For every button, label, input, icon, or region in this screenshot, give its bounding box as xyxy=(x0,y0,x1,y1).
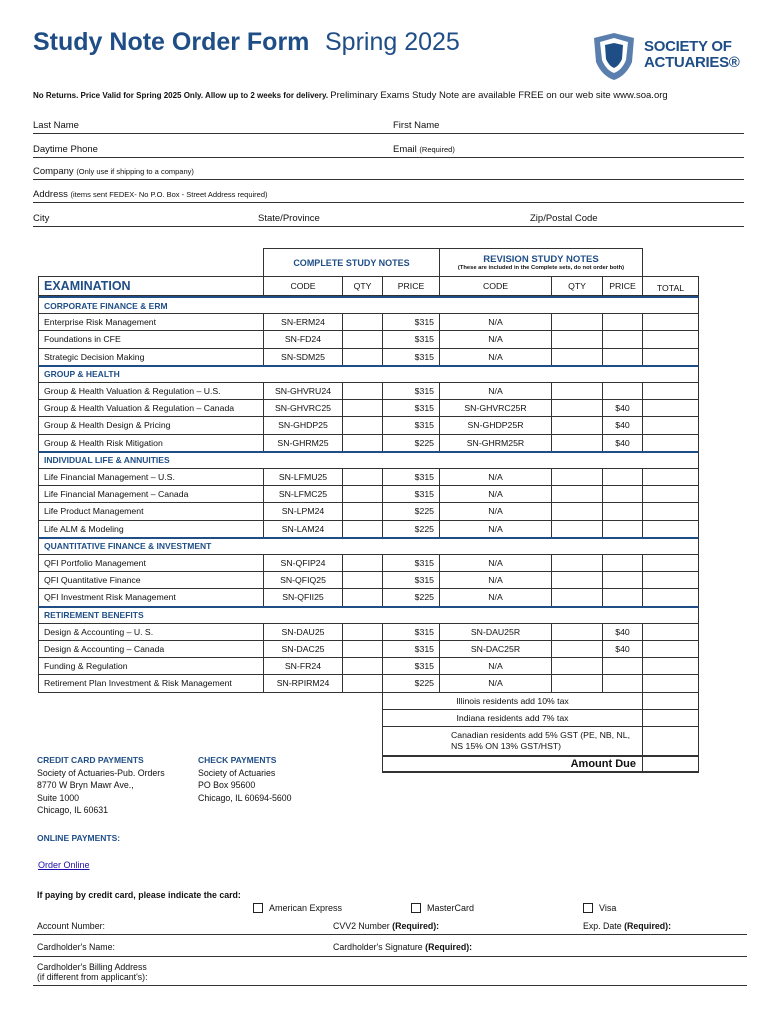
row-name-cell xyxy=(38,674,264,692)
row-code: SN-QFIQ25 xyxy=(280,575,326,586)
row-total-cell[interactable] xyxy=(642,657,699,675)
row-rprice-cell xyxy=(602,434,643,452)
row-name-cell xyxy=(38,571,264,589)
row-price: $315 xyxy=(414,351,434,362)
row-rqty-cell[interactable] xyxy=(551,330,603,348)
row-qty-cell[interactable] xyxy=(342,674,383,692)
row-qty-cell[interactable] xyxy=(342,640,383,658)
row-rcode-cell xyxy=(439,571,552,589)
row-rcode-cell xyxy=(439,623,552,641)
row-price-cell xyxy=(382,382,440,400)
row-rcode-cell xyxy=(439,657,552,675)
notice xyxy=(33,90,668,101)
row-name: Group & Health Valuation & Regulation – U.S. xyxy=(44,386,221,397)
row-code-cell xyxy=(263,520,343,538)
row-name-cell xyxy=(38,502,264,520)
row-qty-cell[interactable] xyxy=(342,399,383,417)
row-total-cell[interactable] xyxy=(642,382,699,400)
row-code-cell xyxy=(263,348,343,366)
category-row xyxy=(38,606,699,624)
row-price-cell xyxy=(382,502,440,520)
tax-canada-total[interactable] xyxy=(642,726,699,756)
row-price: $315 xyxy=(414,661,434,672)
row-price-cell xyxy=(382,313,440,331)
row-total-cell[interactable] xyxy=(642,588,699,606)
order-online-link[interactable]: Order Online xyxy=(38,860,90,870)
category-row xyxy=(38,451,699,469)
row-name-cell xyxy=(38,348,264,366)
row-rprice-cell xyxy=(602,416,643,434)
address-line[interactable] xyxy=(33,202,744,203)
row-rcode: N/A xyxy=(488,317,503,328)
col-qty: QTY xyxy=(342,276,383,296)
row-total-cell[interactable] xyxy=(642,416,699,434)
row-code-cell xyxy=(263,382,343,400)
tax-indiana-total[interactable] xyxy=(642,709,699,727)
col-revision-qty: QTY xyxy=(551,276,603,296)
visa-checkbox[interactable]: Visa xyxy=(583,903,616,913)
row-rprice-cell xyxy=(602,502,643,520)
city-label: City xyxy=(33,213,50,224)
row-code: SN-SDM25 xyxy=(281,351,325,362)
row-code-cell xyxy=(263,657,343,675)
row-price-cell xyxy=(382,554,440,572)
row-rprice: $40 xyxy=(615,403,630,414)
account-number-label: Account Number: xyxy=(37,921,105,931)
card-prompt: If paying by credit card, please indicate the card: xyxy=(37,890,241,900)
row-name-cell xyxy=(38,520,264,538)
row-rcode: N/A xyxy=(488,575,503,586)
company-label: Company (Only use if shipping to a company) xyxy=(33,166,194,177)
row-name-cell xyxy=(38,468,264,486)
row-rcode: N/A xyxy=(488,678,503,689)
row-rprice-cell xyxy=(602,468,643,486)
row-rcode: SN-GHVRC25R xyxy=(464,403,527,414)
row-price-cell xyxy=(382,520,440,538)
row-total-cell[interactable] xyxy=(642,330,699,348)
row-total-cell[interactable] xyxy=(642,348,699,366)
row-rcode-cell xyxy=(439,485,552,503)
row-rprice-cell xyxy=(602,640,643,658)
row-qty-cell[interactable] xyxy=(342,623,383,641)
row-price: $315 xyxy=(414,403,434,414)
zip-label: Zip/Postal Code xyxy=(530,213,598,224)
row-rcode-cell xyxy=(439,640,552,658)
row-qty-cell[interactable] xyxy=(342,571,383,589)
category-row xyxy=(38,296,699,314)
category-row xyxy=(38,537,699,555)
row-rqty-cell[interactable] xyxy=(551,485,603,503)
row-rqty-cell[interactable] xyxy=(551,348,603,366)
row-rcode-cell xyxy=(439,468,552,486)
row-price-cell xyxy=(382,434,440,452)
phone-label: Daytime Phone xyxy=(33,144,98,155)
row-total-cell[interactable] xyxy=(642,502,699,520)
online-payments-heading: ONLINE PAYMENTS: xyxy=(37,833,121,843)
row-price: $315 xyxy=(414,558,434,569)
amex-checkbox[interactable]: American Express xyxy=(253,903,342,913)
row-code: SN-LFMU25 xyxy=(278,472,328,483)
row-name: Life ALM & Modeling xyxy=(44,523,124,534)
row-code-cell xyxy=(263,485,343,503)
row-rprice: $40 xyxy=(615,437,630,448)
form-title: Study Note Order Form xyxy=(33,28,310,56)
category-label: GROUP & HEALTH xyxy=(44,369,120,380)
phone-email-line[interactable] xyxy=(33,157,744,158)
address-label: Address (items sent FEDEX- No P.O. Box - Street Address required) xyxy=(33,189,268,200)
row-rqty-cell[interactable] xyxy=(551,640,603,658)
row-rcode: SN-GHDP25R xyxy=(467,420,524,431)
row-rprice-cell xyxy=(602,554,643,572)
row-rcode-cell xyxy=(439,434,552,452)
mastercard-checkbox[interactable]: MasterCard xyxy=(411,903,474,913)
row-code-cell xyxy=(263,313,343,331)
row-price-cell xyxy=(382,468,440,486)
row-rprice-cell xyxy=(602,657,643,675)
category-label: INDIVIDUAL LIFE & ANNUITIES xyxy=(44,455,170,466)
row-code-cell xyxy=(263,502,343,520)
row-price-cell xyxy=(382,416,440,434)
row-total-cell[interactable] xyxy=(642,468,699,486)
row-name: Life Product Management xyxy=(44,506,144,517)
cardholder-name-label: Cardholder's Name: xyxy=(37,942,115,952)
row-total-cell[interactable] xyxy=(642,485,699,503)
row-rprice-cell xyxy=(602,330,643,348)
row-qty-cell[interactable] xyxy=(342,485,383,503)
row-name: QFI Portfolio Management xyxy=(44,558,146,569)
row-qty-cell[interactable] xyxy=(342,348,383,366)
row-rcode-cell xyxy=(439,348,552,366)
cvv-label: CVV2 Number (Required): xyxy=(333,921,440,931)
row-rcode: N/A xyxy=(488,592,503,603)
soa-logo xyxy=(590,32,740,82)
col-code: CODE xyxy=(263,276,343,296)
row-code: SN-GHVRU24 xyxy=(275,386,331,397)
row-rcode: N/A xyxy=(488,489,503,500)
row-code: SN-DAU25 xyxy=(281,626,325,637)
row-name-cell xyxy=(38,640,264,658)
row-price: $315 xyxy=(414,489,434,500)
col-price: PRICE xyxy=(382,276,440,296)
row-code: SN-LPM24 xyxy=(281,506,325,517)
row-rprice-cell xyxy=(602,520,643,538)
row-rcode-cell xyxy=(439,520,552,538)
row-qty-cell[interactable] xyxy=(342,313,383,331)
row-rcode-cell xyxy=(439,554,552,572)
row-rcode: N/A xyxy=(488,661,503,672)
state-label: State/Province xyxy=(258,213,320,224)
check-address-line: PO Box 95600 xyxy=(198,780,256,791)
category-label: RETIREMENT BENEFITS xyxy=(44,610,144,621)
row-rcode: N/A xyxy=(488,523,503,534)
category-label: CORPORATE FINANCE & ERM xyxy=(44,300,168,311)
row-rprice-cell xyxy=(602,588,643,606)
amount-due-total[interactable] xyxy=(642,755,699,773)
row-rcode: N/A xyxy=(488,558,503,569)
category-label: QUANTITATIVE FINANCE & INVESTMENT xyxy=(44,541,212,552)
amex-box[interactable] xyxy=(253,903,263,913)
row-price-cell xyxy=(382,571,440,589)
row-code-cell xyxy=(263,674,343,692)
row-rprice-cell xyxy=(602,674,643,692)
billing-line[interactable] xyxy=(33,985,747,986)
company-line[interactable] xyxy=(33,179,744,180)
row-price-cell xyxy=(382,588,440,606)
row-code-cell xyxy=(263,640,343,658)
row-qty-cell[interactable] xyxy=(342,382,383,400)
row-code-cell xyxy=(263,468,343,486)
row-code-cell xyxy=(263,588,343,606)
name-line[interactable] xyxy=(33,133,744,134)
row-rprice-cell xyxy=(602,485,643,503)
row-name: Funding & Regulation xyxy=(44,661,128,672)
row-code-cell xyxy=(263,416,343,434)
row-code-cell xyxy=(263,330,343,348)
check-address-line: Society of Actuaries xyxy=(198,768,276,778)
row-price: $315 xyxy=(414,386,434,397)
row-rcode: N/A xyxy=(488,386,503,397)
col-total: TOTAL xyxy=(642,276,699,296)
row-name-cell xyxy=(38,623,264,641)
row-rqty-cell[interactable] xyxy=(551,434,603,452)
row-total-cell[interactable] xyxy=(642,520,699,538)
email-label: Email (Required) xyxy=(393,144,455,155)
row-qty-cell[interactable] xyxy=(342,520,383,538)
row-code: SN-QFIP24 xyxy=(280,558,326,569)
row-price-cell xyxy=(382,348,440,366)
row-code: SN-LFMC25 xyxy=(278,489,328,500)
row-total-cell[interactable] xyxy=(642,640,699,658)
row-rqty-cell[interactable] xyxy=(551,657,603,675)
tax-indiana: Indiana residents add 7% tax xyxy=(382,709,643,727)
row-price-cell xyxy=(382,623,440,641)
row-code: SN-DAC25 xyxy=(281,644,325,655)
row-rprice: $40 xyxy=(615,644,630,655)
row-name: Foundations in CFE xyxy=(44,334,121,345)
row-rprice: $40 xyxy=(615,626,630,637)
row-qty-cell[interactable] xyxy=(342,502,383,520)
row-qty-cell[interactable] xyxy=(342,434,383,452)
row-rqty-cell[interactable] xyxy=(551,382,603,400)
row-rcode-cell xyxy=(439,674,552,692)
row-total-cell[interactable] xyxy=(642,313,699,331)
row-total-cell[interactable] xyxy=(642,434,699,452)
row-code: SN-GHDP25 xyxy=(278,420,328,431)
row-rprice-cell xyxy=(602,382,643,400)
logo-line-2: ACTUARIES® xyxy=(644,54,740,71)
row-name-cell xyxy=(38,416,264,434)
row-code: SN-GHRM25 xyxy=(277,437,329,448)
row-name: Life Financial Management – U.S. xyxy=(44,472,175,483)
row-name-cell xyxy=(38,399,264,417)
row-rcode: N/A xyxy=(488,472,503,483)
complete-notes-header: COMPLETE STUDY NOTES xyxy=(263,248,440,277)
row-rprice-cell xyxy=(602,623,643,641)
row-price: $315 xyxy=(414,420,434,431)
row-price: $315 xyxy=(414,626,434,637)
notice-bold: No Returns. Price Valid for Spring 2025 Only. Allow up to 2 weeks for delivery. xyxy=(33,91,329,100)
city-line[interactable] xyxy=(33,226,744,227)
row-price: $225 xyxy=(414,678,434,689)
billing-address-label: Cardholder's Billing Address (if different from applicant's): xyxy=(37,962,148,982)
row-price: $225 xyxy=(414,523,434,534)
row-rqty-cell[interactable] xyxy=(551,520,603,538)
row-rqty-cell[interactable] xyxy=(551,674,603,692)
last-name-label: Last Name xyxy=(33,120,79,131)
tax-canada: Canadian residents add 5% GST (PE, NB, NL, NS 15% ON 13% GST/HST) xyxy=(382,726,643,756)
amount-due-label: Amount Due xyxy=(382,755,643,773)
row-rcode-cell xyxy=(439,382,552,400)
row-code: SN-GHVRC25 xyxy=(275,403,331,414)
row-rqty-cell[interactable] xyxy=(551,623,603,641)
row-name: Group & Health Valuation & Regulation – Canada xyxy=(44,403,235,414)
first-name-label: First Name xyxy=(393,120,440,131)
row-price: $315 xyxy=(414,575,434,586)
row-rqty-cell[interactable] xyxy=(551,313,603,331)
row-rqty-cell[interactable] xyxy=(551,502,603,520)
row-name: Life Financial Management – Canada xyxy=(44,489,189,500)
logo-line-1: SOCIETY OF xyxy=(644,38,732,55)
credit-address-line: Chicago, IL 60631 xyxy=(37,804,109,815)
shield-icon xyxy=(590,32,638,82)
visa-box[interactable] xyxy=(583,903,593,913)
row-name-cell xyxy=(38,313,264,331)
row-qty-cell[interactable] xyxy=(342,468,383,486)
row-name-cell xyxy=(38,554,264,572)
account-line[interactable] xyxy=(33,934,747,935)
row-qty-cell[interactable] xyxy=(342,554,383,572)
row-name: Group & Health Design & Pricing xyxy=(44,420,171,431)
category-row xyxy=(38,365,699,383)
row-price: $315 xyxy=(414,472,434,483)
tax-illinois-total[interactable] xyxy=(642,692,699,710)
row-name: Strategic Decision Making xyxy=(44,351,145,362)
row-qty-cell[interactable] xyxy=(342,588,383,606)
row-name: Group & Health Risk Mitigation xyxy=(44,437,163,448)
row-name-cell xyxy=(38,382,264,400)
row-qty-cell[interactable] xyxy=(342,330,383,348)
row-name-cell xyxy=(38,434,264,452)
row-price: $315 xyxy=(414,317,434,328)
credit-payments-heading: CREDIT CARD PAYMENTS xyxy=(37,755,144,765)
row-rcode: SN-GHRM25R xyxy=(466,437,525,448)
row-rprice-cell xyxy=(602,348,643,366)
row-name: QFI Investment Risk Management xyxy=(44,592,176,603)
check-payments-heading: CHECK PAYMENTS xyxy=(198,755,277,765)
row-rcode-cell xyxy=(439,416,552,434)
credit-address-line: Suite 1000 xyxy=(37,792,80,803)
row-rcode: SN-DAC25R xyxy=(470,644,521,655)
col-revision-code: CODE xyxy=(439,276,552,296)
mastercard-box[interactable] xyxy=(411,903,421,913)
row-rcode-cell xyxy=(439,502,552,520)
revision-notes-header: REVISION STUDY NOTES (These are included in the Complete sets, do not order both) xyxy=(439,248,643,277)
row-rcode-cell xyxy=(439,588,552,606)
row-rqty-cell[interactable] xyxy=(551,399,603,417)
tax-illinois: Illinois residents add 10% tax xyxy=(382,692,643,710)
row-name-cell xyxy=(38,330,264,348)
row-rcode-cell xyxy=(439,313,552,331)
row-qty-cell[interactable] xyxy=(342,657,383,675)
row-code-cell xyxy=(263,623,343,641)
row-code: SN-FR24 xyxy=(284,661,322,672)
row-name-cell xyxy=(38,657,264,675)
row-name-cell xyxy=(38,485,264,503)
row-qty-cell[interactable] xyxy=(342,416,383,434)
row-code: SN-FD24 xyxy=(284,334,322,345)
row-rprice-cell xyxy=(602,571,643,589)
row-price-cell xyxy=(382,399,440,417)
row-name: QFI Quantitative Finance xyxy=(44,575,141,586)
row-code: SN-QFII25 xyxy=(282,592,324,603)
cardholder-line[interactable] xyxy=(33,956,747,957)
row-price-cell xyxy=(382,640,440,658)
row-rprice-cell xyxy=(602,399,643,417)
credit-address-line: 8770 W Bryn Mawr Ave., xyxy=(37,780,134,791)
row-code: SN-RPIRM24 xyxy=(276,678,330,689)
row-code: SN-LAM24 xyxy=(281,523,325,534)
row-rqty-cell[interactable] xyxy=(551,416,603,434)
row-rprice-cell xyxy=(602,313,643,331)
row-rcode: N/A xyxy=(488,506,503,517)
row-price: $315 xyxy=(414,334,434,345)
row-rqty-cell[interactable] xyxy=(551,588,603,606)
notice-plain: Preliminary Exams Study Note are available FREE on our web site www.soa.org xyxy=(330,90,668,101)
row-price-cell xyxy=(382,674,440,692)
row-total-cell[interactable] xyxy=(642,571,699,589)
row-total-cell[interactable] xyxy=(642,554,699,572)
row-code-cell xyxy=(263,399,343,417)
row-rqty-cell[interactable] xyxy=(551,468,603,486)
row-name-cell xyxy=(38,588,264,606)
row-rqty-cell[interactable] xyxy=(551,554,603,572)
cardholder-signature-label: Cardholder's Signature (Required): xyxy=(333,942,473,952)
row-price: $315 xyxy=(414,644,434,655)
row-code-cell xyxy=(263,554,343,572)
row-total-cell[interactable] xyxy=(642,674,699,692)
row-rprice: $40 xyxy=(615,420,630,431)
row-rqty-cell[interactable] xyxy=(551,571,603,589)
row-total-cell[interactable] xyxy=(642,623,699,641)
form-season: Spring 2025 xyxy=(325,28,460,56)
row-price-cell xyxy=(382,330,440,348)
exp-date-label: Exp. Date (Required): xyxy=(583,921,672,931)
col-revision-price: PRICE xyxy=(602,276,643,296)
exam-header: EXAMINATION xyxy=(38,276,264,296)
row-total-cell[interactable] xyxy=(642,399,699,417)
row-price-cell xyxy=(382,657,440,675)
row-code-cell xyxy=(263,434,343,452)
row-rcode: N/A xyxy=(488,334,503,345)
check-address-line: Chicago, IL 60694-5600 xyxy=(198,792,292,803)
row-name: Design & Accounting – Canada xyxy=(44,644,165,655)
row-price: $225 xyxy=(414,437,434,448)
row-price-cell xyxy=(382,485,440,503)
row-code-cell xyxy=(263,571,343,589)
row-price: $225 xyxy=(414,592,434,603)
row-name: Retirement Plan Investment & Risk Management xyxy=(44,678,232,689)
row-name: Design & Accounting – U. S. xyxy=(44,626,154,637)
row-code: SN-ERM24 xyxy=(281,317,325,328)
row-rcode-cell xyxy=(439,399,552,417)
row-price: $225 xyxy=(414,506,434,517)
row-rcode-cell xyxy=(439,330,552,348)
row-rcode: N/A xyxy=(488,351,503,362)
row-rcode: SN-DAU25R xyxy=(470,626,521,637)
credit-address-line: Society of Actuaries-Pub. Orders xyxy=(37,768,165,778)
row-name: Enterprise Risk Management xyxy=(44,317,157,328)
